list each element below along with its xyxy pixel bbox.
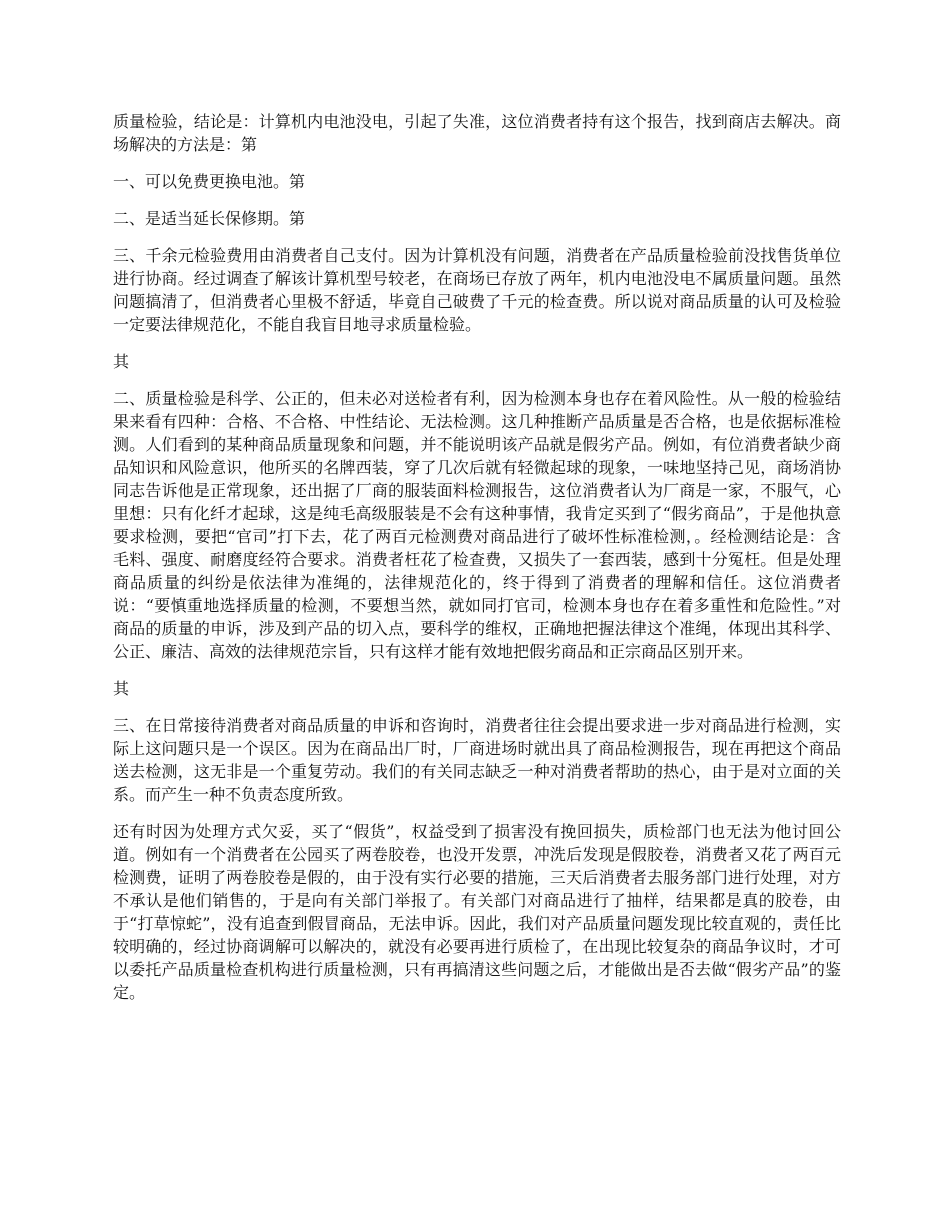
paragraph-4: 三、千余元检验费用由消费者自己支付。因为计算机没有问题，消费者在产品质量检验前没找售货单位进行协商。经过调查了解该计算机型号较老，在商场已存放了两年，机内电池没电不属质量问题。虽然问题搞清了，但消费者心里极不舒适，毕竟自己破费了千元的检查费。所以说对商品质量的认可及检验一定要法律规范化，不能自我盲目地寻求质量检验。 <box>113 246 841 334</box>
paragraph-7: 其 <box>113 679 130 698</box>
paragraph-5: 其 <box>113 352 130 371</box>
document-body <box>113 110 841 1018</box>
paragraph-9: 还有时因为处理方式欠妥，买了“假货”，权益受到了损害没有挽回损失，质检部门也无法为他讨回公道。例如有一个消费者在公园买了两卷胶卷，也没开发票，冲洗后发现是假胶卷，消费者又花了两百元检测费，证明了两卷胶卷是假的，由于没有实行必要的措施，三天后消费者去服务部门进行处理，对方不承认是他们销售的，于是向有关部门举报了。有关部门对商品进行了抽样，结果都是真的胶卷，由于“打草惊蛇”，没有追查到假冒商品，无法申诉。因此，我们对产品质量问题发现比较直观的，责任比较明确的，经过协商调解可以解决的，就没有必要再进行质检了，在出现比较复杂的商品争议时，才可以委托产品质量检查机构进行质量检测，只有再搞清这些问题之后，才能做出是否去做“假劣产品”的鉴定。 <box>113 822 841 1002</box>
paragraph-8: 三、在日常接待消费者对商品质量的申诉和咨询时，消费者往往会提出要求进一步对商品进行检测，实际上这问题只是一个误区。因为在商品出厂时，厂商进场时就出具了商品检测报告，现在再把这个商品送去检测，这无非是一个重复劳动。我们的有关同志缺乏一种对消费者帮助的热心，由于是对立面的关系。而产生一种不负责态度所致。 <box>113 716 841 804</box>
paragraph-3: 二、是适当延长保修期。第 <box>113 209 306 228</box>
paragraph-6: 二、质量检验是科学、公正的，但未必对送检者有利，因为检测本身也存在着风险性。从一般的检验结果来看有四种：合格、不合格、中性结论、无法检测。这几种推断产品质量是否合格，也是依据标准检测。人们看到的某种商品质量现象和问题，并不能说明该产品就是假劣产品。例如，有位消费者缺少商品知识和风险意识，他所买的名牌西装，穿了几次后就有轻微起球的现象，一味地坚持己见，商场消协同志告诉他是正常现象，还出据了厂商的服装面料检测报告，这位消费者认为厂商是一家，不服气，心里想：只有化纤才起球，这是纯毛高级服装是不会有这种事情，我肯定买到了“假劣商品”，于是他执意要求检测，要把“官司”打下去，花了两百元检测费对商品进行了破坏性标准检测，。经检测结论是：含毛料、强度、耐磨度经符合要求。消费者枉花了检查费，又损失了一套西装，感到十分冤枉。但是处理商品质量的纠纷是依法律为准绳的，法律规范化的，终于得到了消费者的理解和信任。这位消费者说：“要慎重地选择质量的检测，不要想当然，就如同打官司，检测本身也存在着多重性和危险性。”对商品的质量的申诉，涉及到产品的切入点，要科学的维权，正确地把握法律这个准绳，体现出其科学、公正、廉洁、高效的法律规范宗旨，只有这样才能有效地把假劣商品和正宗商品区别开来。 <box>113 389 841 661</box>
paragraph-1: 质量检验，结论是：计算机内电池没电，引起了失准，这位消费者持有这个报告，找到商店去解决。商场解决的方法是：第 <box>113 112 841 154</box>
paragraph-2: 一、可以免费更换电池。第 <box>113 172 306 191</box>
